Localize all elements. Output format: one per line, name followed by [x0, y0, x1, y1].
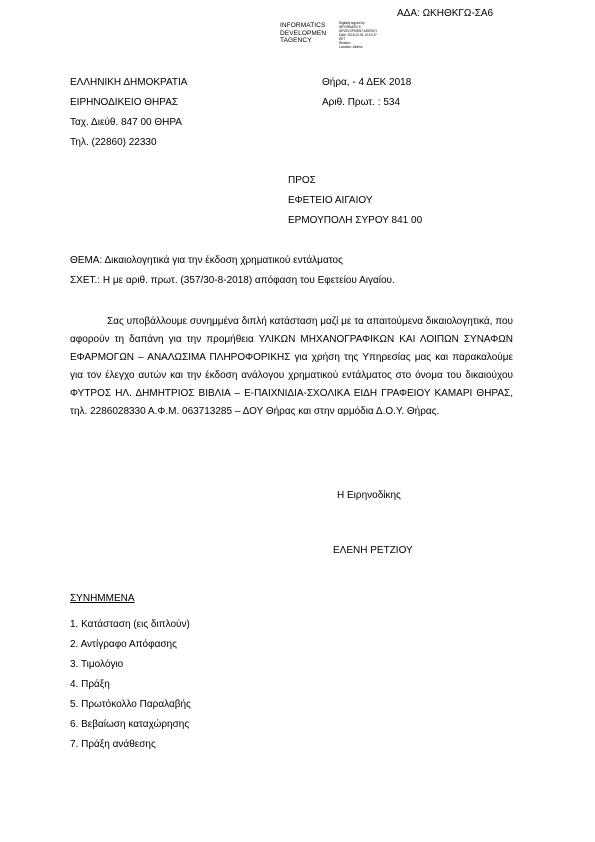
attachment-item: 7. Πράξη ανάθεσης: [70, 739, 156, 750]
letter-body: [70, 313, 513, 421]
recipient-name: ΕΦΕΤΕΙΟ ΑΙΓΑΙΟΥ: [288, 195, 373, 206]
signatory-name: ΕΛΕΝΗ ΡΕΤΖΙΟΥ: [333, 545, 413, 556]
attachments-list: [70, 615, 191, 755]
attachment-item: 5. Πρωτόκολλο Παραλαβής: [70, 699, 191, 710]
attachment-item: 1. Κατάσταση (εις διπλούν): [70, 619, 190, 630]
sender-country: ΕΛΛΗΝΙΚΗ ΔΗΜΟΚΡΑΤΙΑ: [70, 77, 188, 88]
body-paragraph: Σας υποβάλλουμε συνημμένα διπλή κατάσταση μαζί με τα απαιτούμενα δικαιολογητικά, που αφορούν τη δαπάνη για την προμήθεια ΥΛΙΚΩΝ ΜΗΧΑΝΟΓΡΑΦΙΚΩΝ ΚΑΙ ΛΟΙΠΩΝ ΣΥΝΑΦΩΝ ΕΦΑΡΜΟΓΩΝ – ΑΝΑΛΩΣΙΜΑ ΠΛΗΡΟΦΟΡΙΚΗΣ για χρήση της Υπηρεσίας μας και παρακαλούμε για τον έλεγχο αυτών και την έκδοση ανάλογου χρηματικού εντάλματος στο όνομα του δικαιούχου ΦΥΤΡΟΣ ΗΛ. ΔΗΜΗΤΡΙΟΣ ΒΙΒΛΙΑ – Ε-ΠΑΙΧΝΙΔΙΑ-ΣΧΟΛΙΚΑ ΕΙΔΗ ΓΡΑΦΕΙΟΥ ΚΑΜΑΡΙ ΘΗΡΑΣ, τηλ. 2286028330 Α.Φ.Μ. 063713285 – ΔΟΥ Θήρας και στην αρμόδια Δ.Ο.Υ. Θήρας.: [70, 316, 513, 417]
signatory-role: Η Ειρηνοδίκης: [337, 490, 401, 501]
sender-court: ΕΙΡΗΝΟΔΙΚΕΙΟ ΘΗΡΑΣ: [70, 97, 179, 108]
sender-address: Ταχ. Διεύθ. 847 00 ΘΗΡΑ: [70, 117, 182, 128]
attachment-item: 4. Πράξη: [70, 679, 110, 690]
reference-line: ΣΧΕΤ.: Η με αριθ. πρωτ. (357/30-8-2018) απόφαση του Εφετείου Αιγαίου.: [70, 275, 395, 286]
protocol-number: Αριθ. Πρωτ. : 534: [322, 97, 401, 108]
recipient-label: ΠΡΟΣ: [288, 175, 316, 186]
sender-phone: Τηλ. (22860) 22330: [70, 137, 157, 148]
attachment-item: 6. Βεβαίωση καταχώρησης: [70, 719, 190, 730]
digital-signature-stamp: [280, 22, 400, 52]
recipient-address: ΕΡΜΟΥΠΟΛΗ ΣΥΡΟΥ 841 00: [288, 215, 423, 226]
ada-code: ΑΔΑ: ΩΚΗΘΚΓΩ-ΣΑ6: [397, 8, 494, 19]
attachment-item: 3. Τιμολόγιο: [70, 659, 124, 670]
stamp-details: Digitally signed by INFORMATICS DEVELOPMENT AGENCY Date: 2018.12.04 13:13:37 EET Reason: Location: Athens: [339, 21, 378, 49]
document-date: Θήρα, - 4 ΔΕΚ 2018: [322, 77, 412, 88]
attachments-title: ΣΥΝΗΜΜΕΝΑ: [70, 593, 135, 604]
subject-line: ΘΕΜΑ: Δικαιολογητικά για την έκδοση χρηματικού εντάλματος: [70, 255, 343, 266]
attachment-item: 2. Αντίγραφο Απόφασης: [70, 639, 177, 650]
stamp-signer: INFORMATICS DEVELOPMEN TAGENCY: [280, 22, 327, 45]
